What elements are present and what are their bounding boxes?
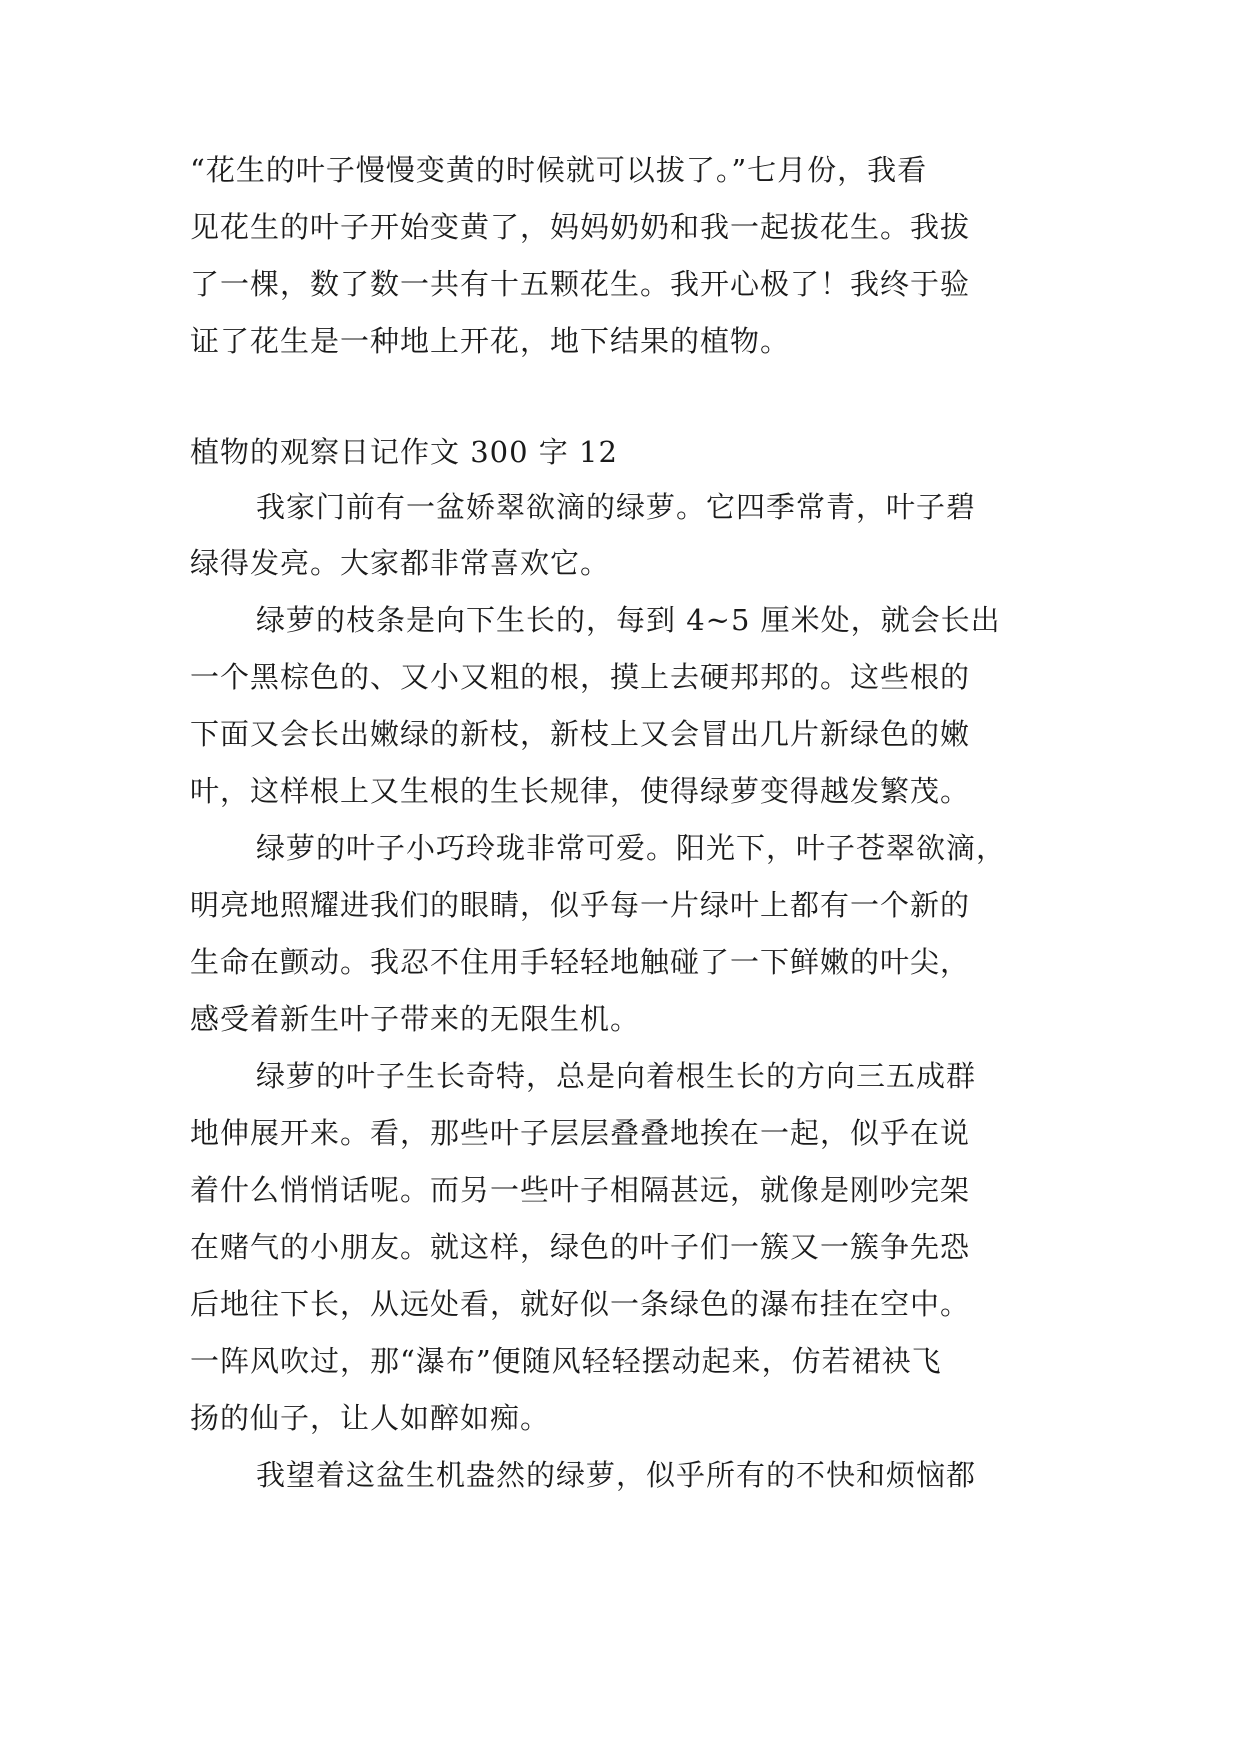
paragraph-line: 一阵风吹过，那“瀑布”便随风轻轻摆动起来，仿若裙袂飞 — [190, 1344, 942, 1378]
paragraph-line: 一个黑棕色的、又小又粗的根，摸上去硬邦邦的。这些根的 — [190, 660, 971, 694]
paragraph-line: 后地往下长，从远处看，就好似一条绿色的瀑布挂在空中。 — [190, 1287, 971, 1321]
paragraph-line: 绿萝的枝条是向下生长的，每到 4~5 厘米处，就会长出 — [256, 603, 1001, 637]
paragraph-line: 下面又会长出嫩绿的新枝，新枝上又会冒出几片新绿色的嫩 — [190, 717, 971, 751]
paragraph-line: 见花生的叶子开始变黄了，妈妈奶奶和我一起拔花生。我拔 — [190, 210, 971, 244]
paragraph-line: 叶，这样根上又生根的生长规律，使得绿萝变得越发繁茂。 — [190, 774, 971, 808]
paragraph-line: 绿萝的叶子生长奇特，总是向着根生长的方向三五成群 — [256, 1059, 977, 1093]
paragraph-line: 我家门前有一盆娇翠欲滴的绿萝。它四季常青，叶子碧 — [256, 490, 977, 524]
paragraph-line: 明亮地照耀进我们的眼睛，似乎每一片绿叶上都有一个新的 — [190, 888, 971, 922]
paragraph-line: 绿得发亮。大家都非常喜欢它。 — [190, 546, 611, 580]
paragraph-line: 地伸展开来。看，那些叶子层层叠叠地挨在一起，似乎在说 — [190, 1116, 971, 1150]
paragraph-line: 证了花生是一种地上开花，地下结果的植物。 — [190, 324, 791, 358]
paragraph-line: 生命在颤动。我忍不住用手轻轻地触碰了一下鲜嫩的叶尖， — [190, 945, 971, 979]
section-title: 植物的观察日记作文 300 字 12 — [190, 435, 618, 469]
paragraph-line: 在赌气的小朋友。就这样，绿色的叶子们一簇又一簇争先恐 — [190, 1230, 971, 1264]
paragraph-line: 绿萝的叶子小巧玲珑非常可爱。阳光下，叶子苍翠欲滴， — [256, 831, 1007, 865]
paragraph-line: 扬的仙子，让人如醉如痴。 — [190, 1401, 551, 1435]
paragraph-line: 了一棵，数了数一共有十五颗花生。我开心极了！我终于验 — [190, 267, 971, 301]
paragraph-line: “花生的叶子慢慢变黄的时候就可以拔了。”七月份，我看 — [190, 153, 928, 187]
paragraph-line: 我望着这盆生机盎然的绿萝，似乎所有的不快和烦恼都 — [256, 1458, 977, 1492]
paragraph-line: 感受着新生叶子带来的无限生机。 — [190, 1002, 641, 1036]
paragraph-line: 着什么悄悄话呢。而另一些叶子相隔甚远，就像是刚吵完架 — [190, 1173, 971, 1207]
